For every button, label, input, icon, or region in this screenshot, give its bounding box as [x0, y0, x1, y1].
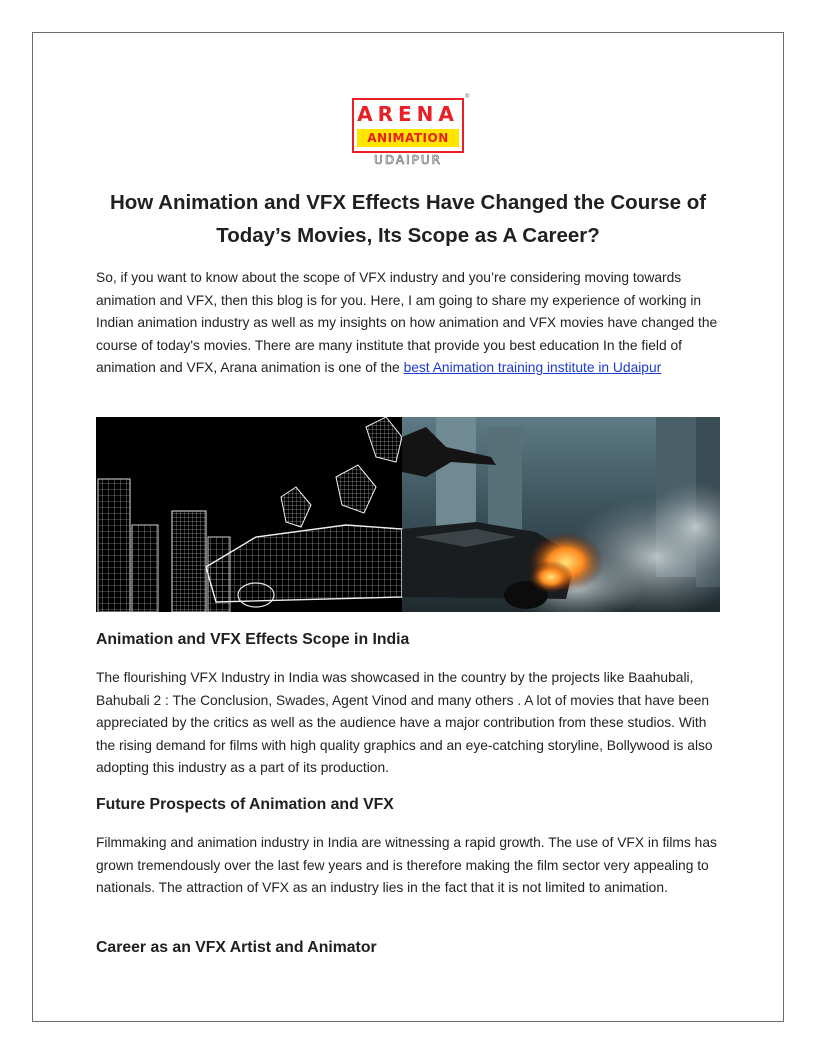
- hero-image: [96, 417, 720, 612]
- vfx-wireframe-car-explosion-image: [96, 417, 720, 612]
- registered-mark: ®: [465, 94, 470, 100]
- section-heading-prospects: Future Prospects of Animation and VFX: [96, 796, 394, 813]
- logo-frame: [352, 98, 464, 153]
- section-heading-scope: Animation and VFX Effects Scope in India: [96, 631, 410, 648]
- logo-arena-text: ARENA: [357, 102, 459, 126]
- arena-animation-logo: [352, 94, 470, 168]
- institute-link[interactable]: best Animation training institute in Udaipur: [403, 360, 662, 376]
- intro-paragraph: [96, 267, 720, 380]
- section-body-prospects: Filmmaking and animation industry in India are witnessing a rapid growth. The use of VFX in films has grown tremendously over the last few years and is therefore making the film sector very appealing to nationals. The attraction of VFX as an industry lies in the fact that it is not limited to animation.: [96, 835, 717, 896]
- page-title: How Animation and VFX Effects Have Changed the Course of Today’s Movies, Its Scope as A Career?: [109, 191, 707, 247]
- intro-text: So, if you want to know about the scope of VFX industry and you’re considering moving towards animation and VFX, then this blog is for you. Here, I am going to share my experience of working in Indian animation industry as well as my insights on how animation and VFX movies have changed the course of today's movies. There are many institute that provide you best education In the field of animation and VFX, Arana animation is one of the: [96, 270, 718, 376]
- logo-city-text: UDAIPUR: [374, 153, 442, 167]
- section-body-scope: The flourishing VFX Industry in India was showcased in the country by the projects like Baahubali, Bahubali 2 : The Conclusion, Swades, Agent Vinod and many others . A lot of movies that have been appreciated by the critics as well as the audience have a major contribution from these studios. With the rising demand for films with high quality graphics and an eye-catching storyline, Bollywood is also adopting this industry as a part of its production.: [96, 670, 713, 776]
- section-heading-career: Career as an VFX Artist and Animator: [96, 939, 377, 956]
- logo-animation-text: ANIMATION: [357, 129, 459, 147]
